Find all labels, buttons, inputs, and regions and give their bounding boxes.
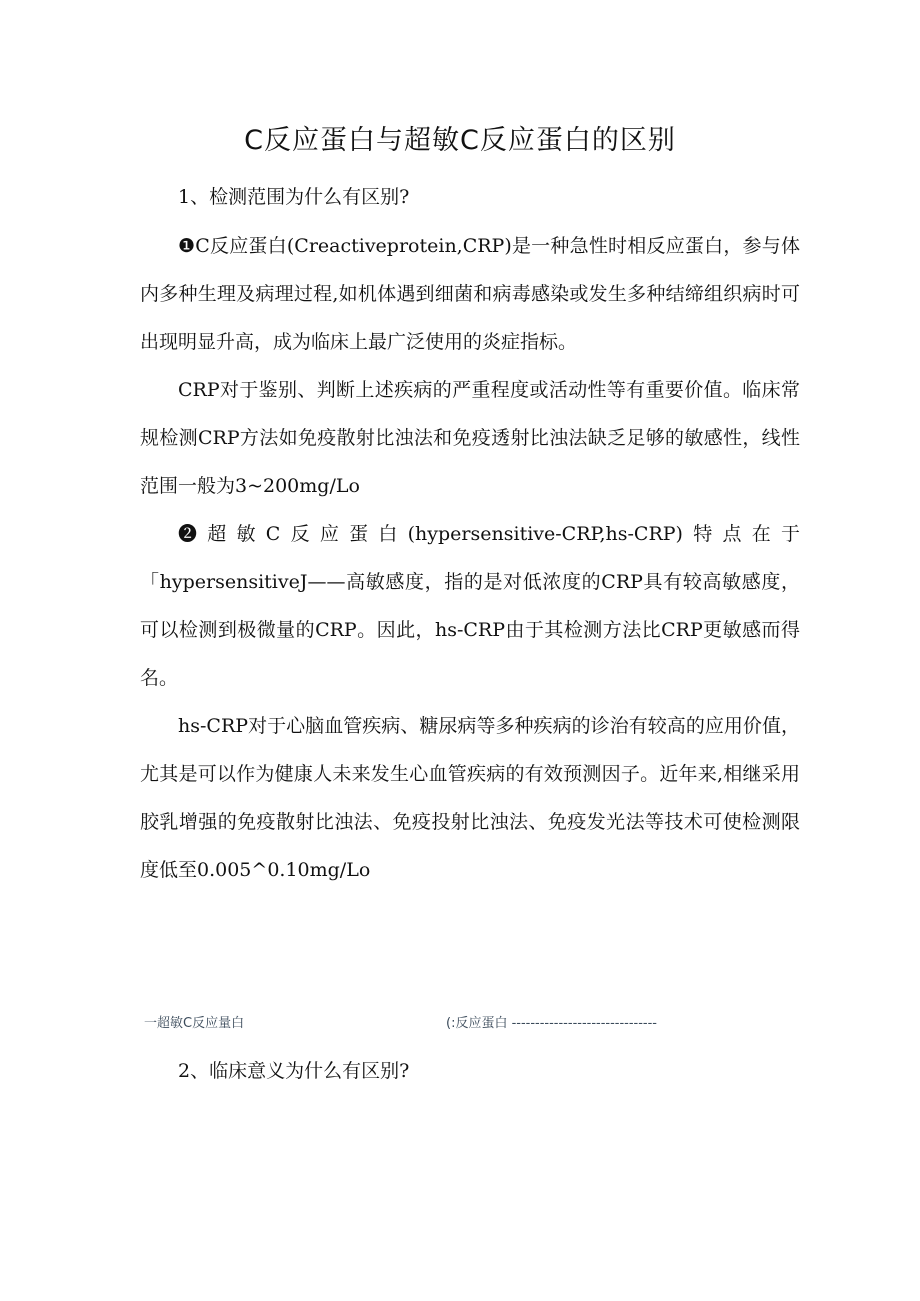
bullet-1: ❶ xyxy=(178,235,196,257)
paragraph-crp-definition-text: C反应蛋白(Creactiveprotein,CRP)是一种急性时相反应蛋白，参与体内多种生理及病理过程,如机体遇到细菌和病毒感染或发生多种结缔组织病时可出现明显升高，成为临床上最广泛使用的炎症指标。 xyxy=(140,235,800,353)
section-2-heading: 2、临床意义为什么有区别? xyxy=(178,1060,410,1082)
page-title: C反应蛋白与超敏C反应蛋白的区别 xyxy=(244,125,676,156)
paragraph-hscrp-definition xyxy=(140,510,800,702)
legend-item-crp: (:反应蛋白 ------------------------------- xyxy=(446,1016,658,1031)
paragraph-crp-definition xyxy=(140,222,800,366)
bullet-2: ❷ xyxy=(178,523,208,545)
legend-item-hscrp: 一超敏C反应量白 xyxy=(144,1016,245,1031)
paragraph-hscrp-definition-text: 超敏C反应蛋白(hypersensitive-CRP,hs-CRP)特点在于「hypersensitiveJ——高敏感度，指的是对低浓度的CRP具有较高敏感度，可以检测到极微量的CRP。因此，hs-CRP由于其检测方法比CRP更敏感而得名。 xyxy=(140,523,800,689)
section-1-heading: 1、检测范围为什么有区别? xyxy=(178,186,410,208)
paragraph-hscrp-application: hs-CRP对于心脑血管疾病、糖尿病等多种疾病的诊治有较高的应用价值，尤其是可以作为健康人未来发生心血管疾病的有效预测因子。近年来,相继采用胶乳增强的免疫散射比浊法、免疫投射比浊法、免疫发光法等技术可使检测限度低至0.005^0.10mg/Lo xyxy=(140,715,800,881)
paragraph-crp-value: CRP对于鉴别、判断上述疾病的严重程度或活动性等有重要价值。临床常规检测CRP方法如免疫散射比浊法和免疫透射比浊法缺乏足够的敏感性，线性范围一般为3~200mg/Lo xyxy=(140,379,800,497)
chart-legend xyxy=(140,1012,800,1034)
